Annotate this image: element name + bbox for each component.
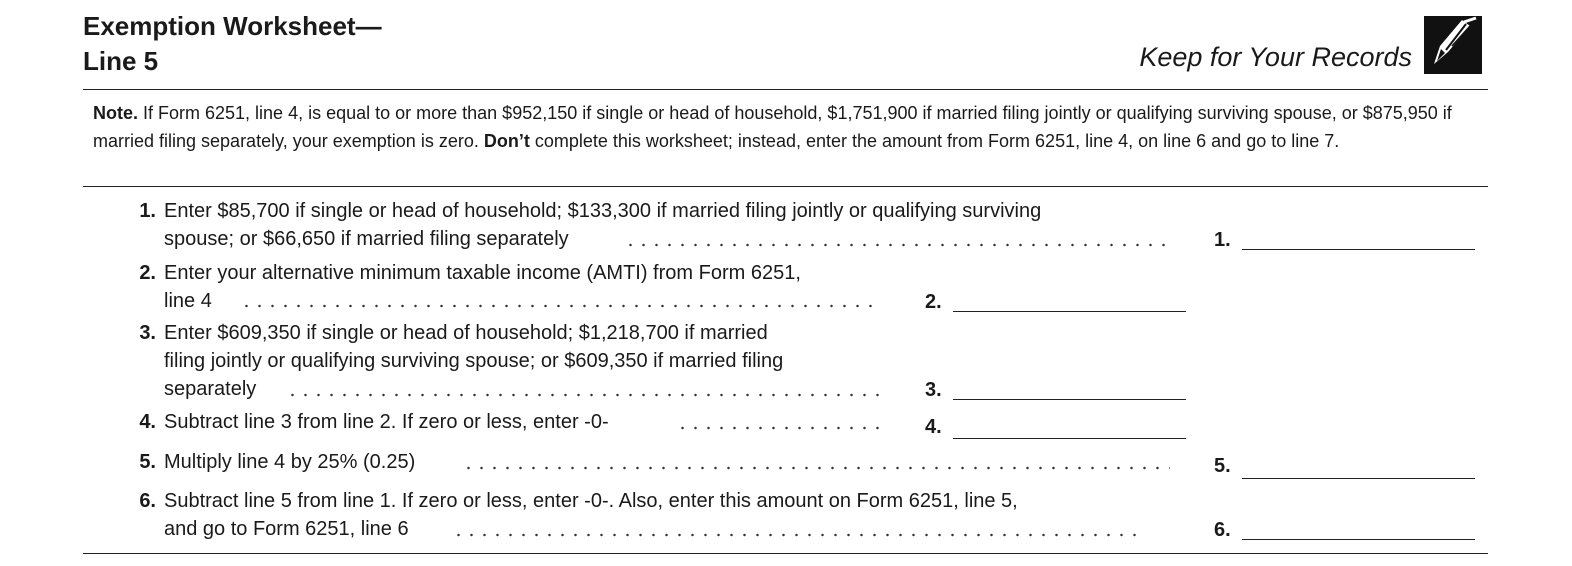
header-rule (83, 89, 1488, 90)
line-4-answer-field[interactable] (953, 438, 1186, 439)
line-6-answer-field[interactable] (1242, 539, 1475, 540)
line-4-text: Subtract line 3 from line 2. If zero or less, enter -0- (164, 411, 609, 433)
pencil-icon (1424, 16, 1482, 74)
line-2-text-a: Enter your alternative minimum taxable income (AMTI) from Form 6251, (164, 262, 801, 284)
line-2-answer-label: 2. (925, 291, 942, 313)
line-4-number: 4. (139, 411, 156, 433)
line-5-answer-label: 5. (1214, 455, 1231, 477)
note-label: Note. (93, 103, 138, 123)
line-1-text-b: spouse; or $66,650 if married filing separately (164, 228, 569, 250)
line-5-answer-field[interactable] (1242, 478, 1475, 479)
note-paragraph (93, 99, 1483, 155)
line-2-answer-field[interactable] (953, 311, 1186, 312)
line-2-leader (240, 304, 882, 308)
line-5-text: Multiply line 4 by 25% (0.25) (164, 451, 416, 473)
line-1-answer-field[interactable] (1242, 249, 1475, 250)
note-bold: Don’t (483, 131, 530, 151)
line-2-number: 2. (139, 262, 156, 284)
title-line-1: Exemption Worksheet— (83, 11, 382, 41)
line-3-text-c: separately (164, 378, 257, 400)
line-6-number: 6. (139, 490, 156, 512)
line-1-leader (624, 243, 1170, 247)
line-1-text-a: Enter $85,700 if single or head of household; $133,300 if married filing jointly or qualifying surviving (164, 200, 1042, 222)
keep-for-records-label: Keep for Your Records (1139, 42, 1412, 72)
line-2-text-b: line 4 (164, 290, 212, 312)
line-3-leader (286, 393, 882, 397)
line-4-leader (676, 426, 882, 430)
line-5-leader (462, 466, 1170, 470)
note-rule (83, 186, 1488, 187)
line-3-text-a: Enter $609,350 if single or head of household; $1,218,700 if married (164, 322, 768, 344)
worksheet-title (83, 9, 382, 79)
line-1-answer-label: 1. (1214, 229, 1231, 251)
line-6-leader (452, 533, 1140, 537)
line-3-number: 3. (139, 322, 156, 344)
line-4-answer-label: 4. (925, 416, 942, 438)
note-text-b: complete this worksheet; instead, enter the amount from Form 6251, line 4, on line 6 and go to line 7. (529, 131, 1340, 151)
line-3-answer-label: 3. (925, 379, 942, 401)
line-1-number: 1. (139, 200, 156, 222)
line-3-answer-field[interactable] (953, 399, 1186, 400)
note-text-a: If Form 6251, line 4, is equal to or more than $952,150 if single or head of household, $1,751,900 if married filing jointly or qualifying surviving spouse, or $875,950 if married filing separately, your exemption is zero. (93, 103, 1452, 151)
line-6-text-b: and go to Form 6251, line 6 (164, 518, 409, 540)
line-5-number: 5. (139, 451, 156, 473)
line-6-text-a: Subtract line 5 from line 1. If zero or less, enter -0-. Also, enter this amount on Form 6251, line 5, (164, 490, 1018, 512)
line-3-text-b: filing jointly or qualifying surviving spouse; or $609,350 if married filing (164, 350, 784, 372)
line-6-answer-label: 6. (1214, 519, 1231, 541)
footer-rule (83, 553, 1488, 554)
title-line-2: Line 5 (83, 46, 159, 76)
